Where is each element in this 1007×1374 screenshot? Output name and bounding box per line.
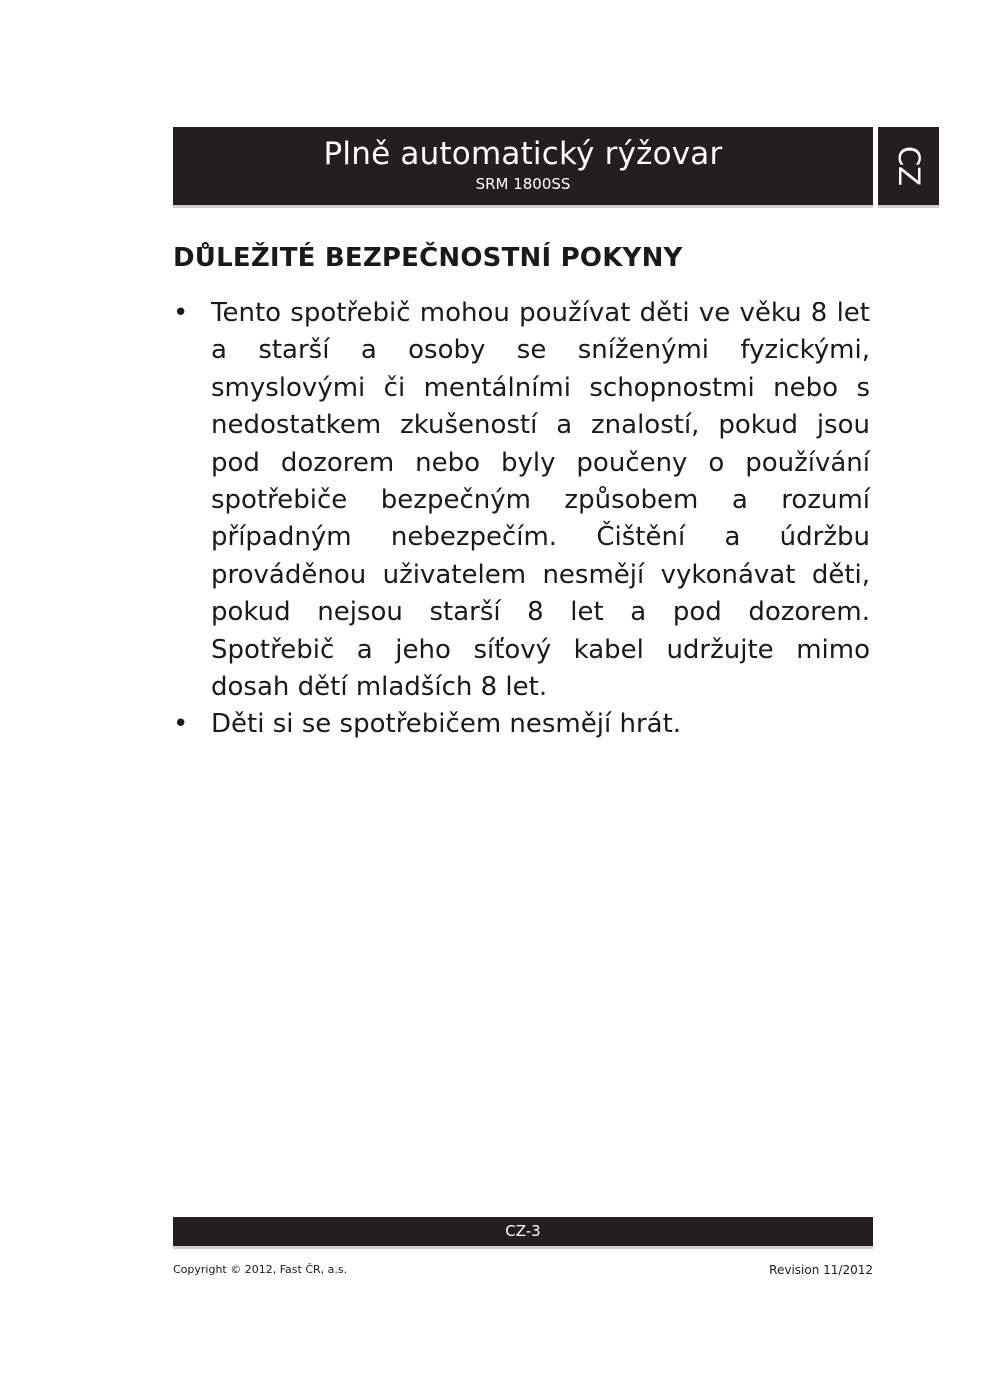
language-tab-label: CZ [891, 145, 926, 187]
safety-instructions-list [173, 295, 870, 744]
list-item-text: Děti si se spotřebičem nesmějí hrát. [211, 709, 682, 740]
footer-bar [173, 1217, 873, 1246]
model-number: SRM 1800SS [475, 175, 571, 193]
page-number: CZ-3 [505, 1222, 541, 1240]
copyright-text: Copyright © 2012, Fast ČR, a.s. [173, 1263, 348, 1276]
bullet-icon: • [173, 298, 189, 328]
list-item [173, 706, 870, 743]
bullet-icon: • [173, 709, 189, 740]
list-item-text: Tento spotřebič mohou používat děti ve věku 8 let a starší a osoby se sníženými fyzickými, smyslovými či mentálními schopnostmi nebo s nedostatkem zkušeností a znalostí, pokud jsou pod dozorem nebo byly poučeny o používání spotřebiče bezpečným způsobem a rozumí případným nebezpečím. Čištění a údržbu prováděnou uživatelem nesmějí vykonávat děti, pokud nejsou starší 8 let a pod dozorem. Spotřebič a jeho síťový kabel udržujte mimo dosah dětí mladších 8 let. [211, 298, 870, 703]
page-title: Plně automatický rýžovar [323, 136, 723, 172]
section-heading: DŮLEŽITÉ BEZPEČNOSTNÍ POKYNY [173, 243, 683, 273]
header-bar [173, 127, 873, 205]
revision-text: Revision 11/2012 [769, 1263, 873, 1277]
language-tab [878, 127, 939, 205]
list-item [173, 295, 870, 706]
